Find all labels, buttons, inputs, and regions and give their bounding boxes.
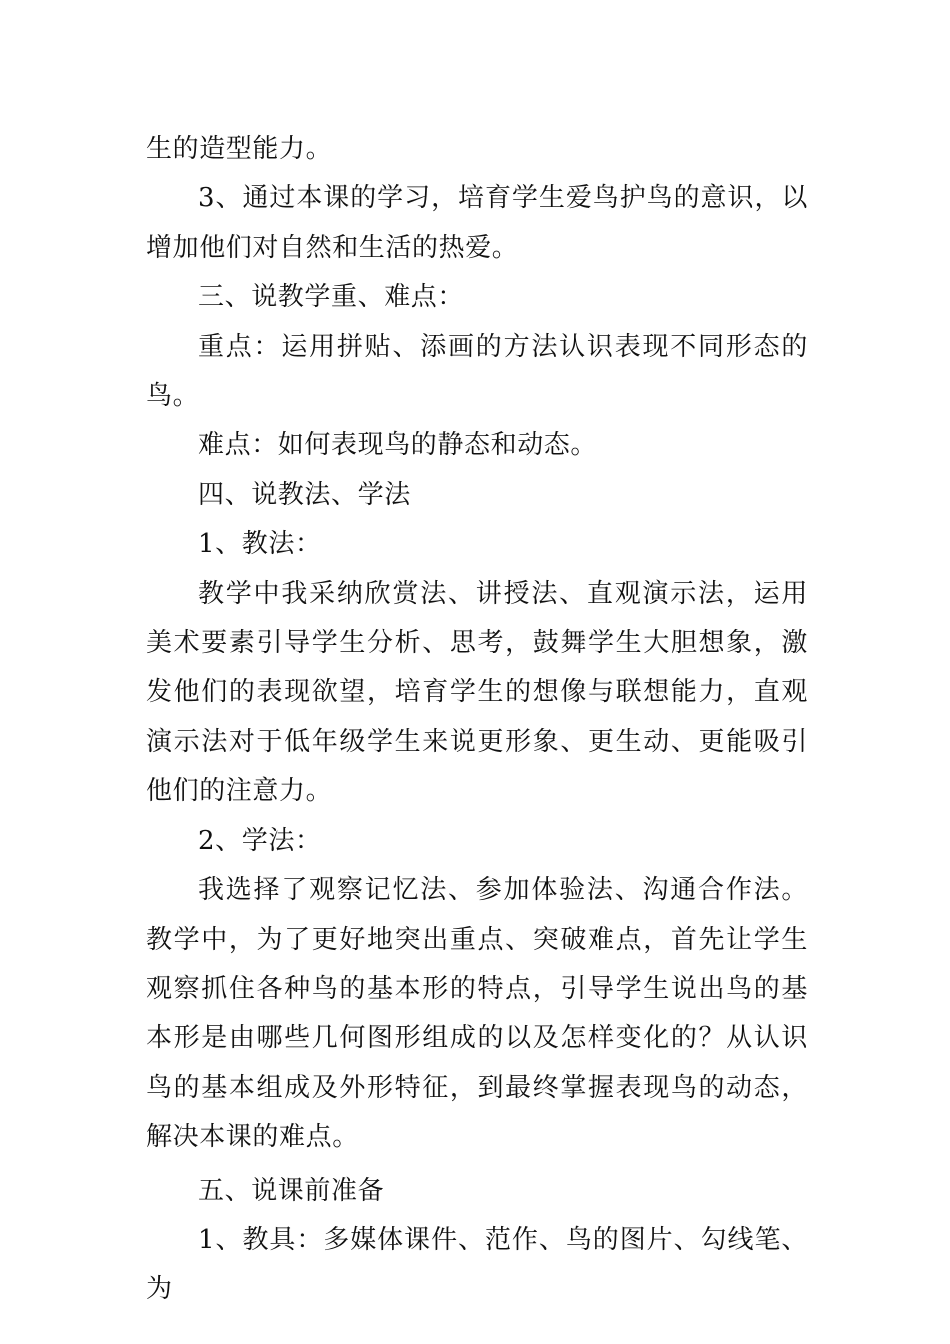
section-heading-key-points: 三、说教学重、难点：: [198, 282, 465, 313]
paragraph-difficulty: 难点：如何表现鸟的静态和动态。: [198, 430, 598, 461]
section-heading-preparation: 五、说课前准备: [198, 1175, 385, 1206]
paragraph-teaching-method: 教学中我采纳欣赏法、讲授法、直观演示法，运用美术要素引导学生分析、思考，鼓舞学生大胆想象，激发他们的表现欲望，培育学生的想像与联想能力，直观演示法对于低年级学生来说更形象、更生动、更能吸引他们的注意力。: [146, 578, 808, 807]
paragraph-teaching-aids: 1、教具：多媒体课件、范作、鸟的图片、勾线笔、为: [146, 1224, 808, 1305]
subheading-learning-method: 2、学法：: [198, 825, 322, 856]
paragraph-learning-method: 我选择了观察记忆法、参加体验法、沟通合作法。教学中，为了更好地突出重点、突破难点，首先让学生观察抓住各种鸟的基本形的特点，引导学生说出鸟的基本形是由哪些几何图形组成的以及怎样变化的？从认识鸟的基本组成及外形特征，到最终掌握表现鸟的动态，解决本课的难点。: [146, 875, 808, 1153]
subheading-teaching-method: 1、教法：: [198, 529, 322, 560]
paragraph-objective-3: 3、通过本课的学习，培育学生爱鸟护鸟的意识，以增加他们对自然和生活的热爱。: [146, 183, 808, 263]
section-heading-methods: 四、说教法、学法: [198, 479, 411, 510]
paragraph-continuation: 生的造型能力。: [146, 134, 333, 164]
document-body: [146, 125, 808, 1315]
paragraph-key-point: 重点：运用拼贴、添画的方法认识表现不同形态的鸟。: [146, 331, 808, 412]
